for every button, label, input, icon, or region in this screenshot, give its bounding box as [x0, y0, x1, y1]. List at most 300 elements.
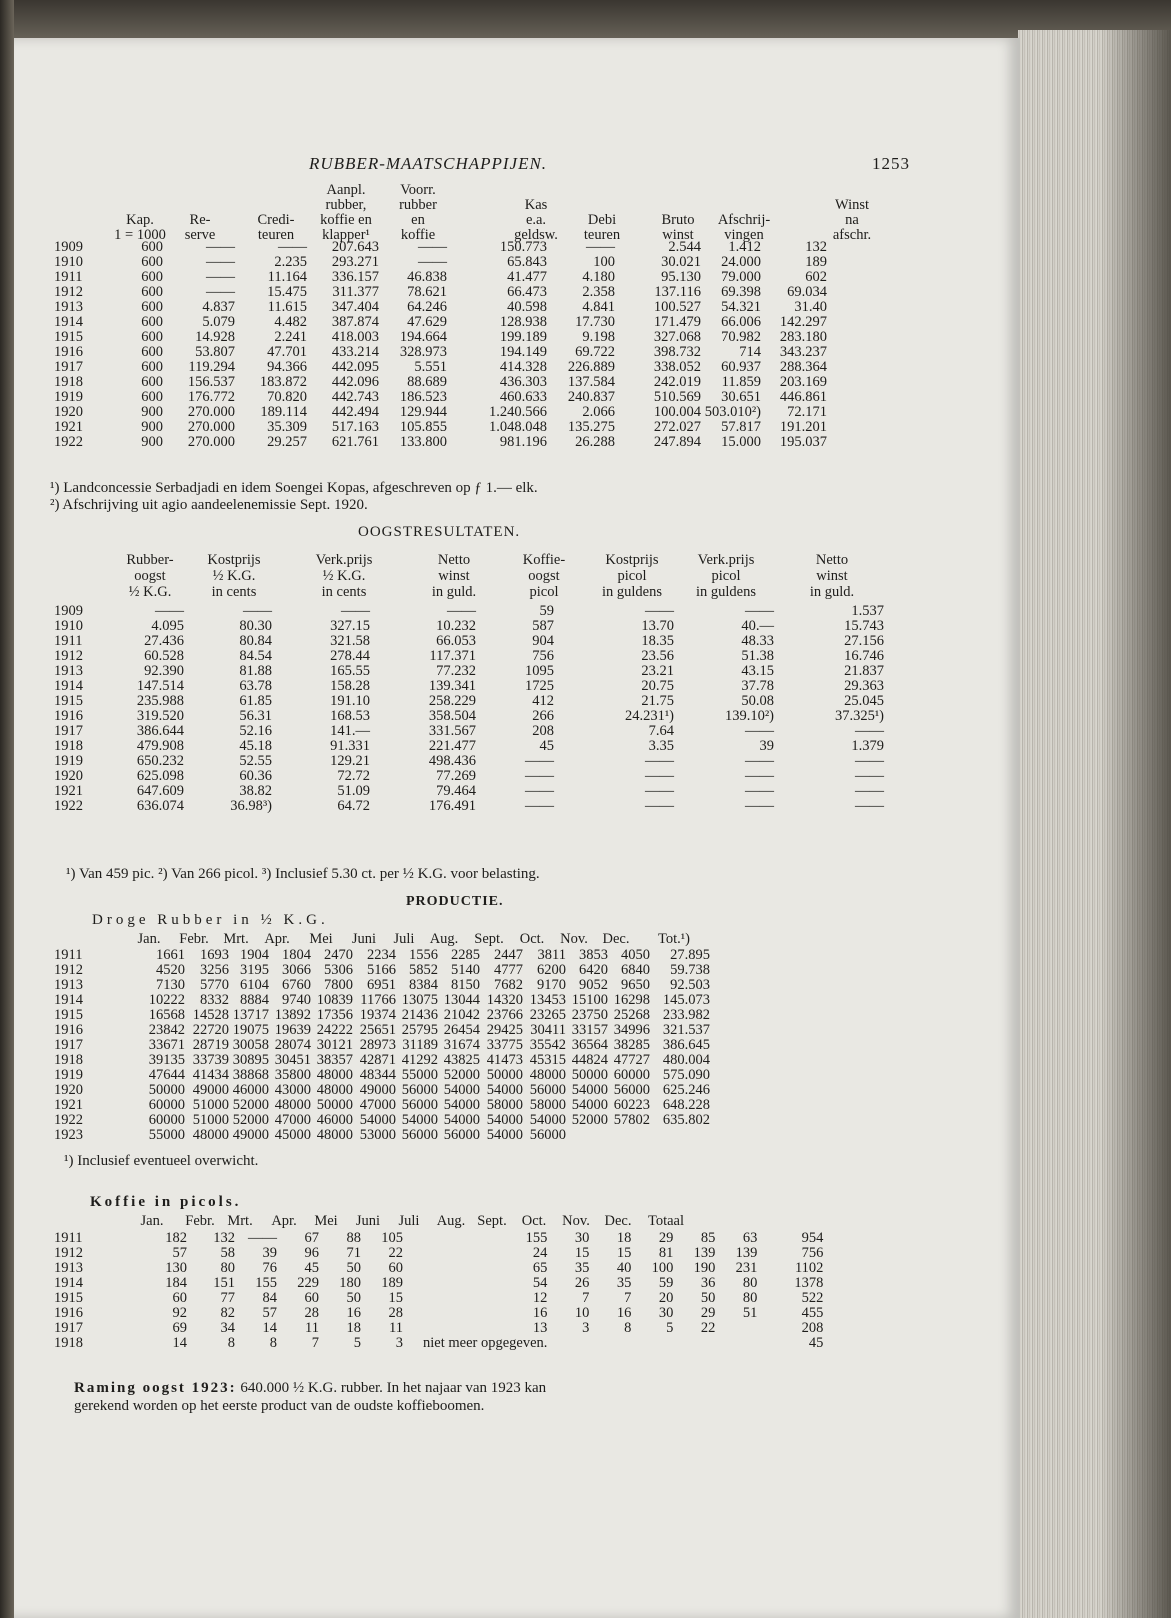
value-cell: 66.053 [436, 633, 476, 649]
value-cell: 47.701 [267, 344, 307, 360]
column-header-line: Totaal [647, 1213, 685, 1229]
value-cell: —— [418, 239, 447, 255]
rubber-row [54, 963, 710, 978]
value-cell: 1.537 [851, 603, 884, 619]
value-cell: 12 [532, 1290, 548, 1306]
value-cell: 203.169 [779, 374, 827, 390]
column-header-line: Debi [587, 212, 617, 228]
column-header-line: Aug. [429, 931, 459, 947]
value-cell: 139 [735, 1245, 758, 1261]
book-binding-top [0, 0, 1171, 42]
value-cell: 60.36 [239, 768, 272, 784]
value-cell: 5166 [367, 962, 396, 978]
column-header-line: Credi- [257, 212, 295, 228]
value-cell: 331.567 [428, 723, 476, 739]
value-cell: 14528 [192, 1007, 229, 1023]
value-cell: —— [645, 753, 674, 769]
value-cell: 15100 [571, 992, 608, 1008]
year-cell: 1915 [54, 329, 83, 345]
value-cell: 15.743 [844, 618, 884, 634]
value-cell: 10 [574, 1305, 590, 1321]
value-cell: 5 [353, 1335, 361, 1351]
column-header-line: in cents [211, 584, 257, 600]
value-cell: 51000 [192, 1097, 229, 1113]
value-cell: 194.149 [499, 344, 547, 360]
value-cell: 30 [574, 1230, 590, 1246]
value-cell: 165.55 [330, 663, 370, 679]
value-cell: —— [855, 753, 884, 769]
value-cell: 25.045 [844, 693, 884, 709]
value-cell: 85 [700, 1230, 716, 1246]
value-cell: 1378 [794, 1275, 824, 1291]
value-cell: 625.246 [662, 1082, 710, 1098]
value-cell: 412 [532, 693, 554, 709]
value-cell: 60000 [148, 1112, 185, 1128]
year-cell: 1921 [54, 783, 83, 799]
rubber-note: ¹) Inclusief eventueel overwicht. [64, 1153, 259, 1169]
value-cell: 7.64 [648, 723, 674, 739]
value-cell: 199.189 [499, 329, 547, 345]
column-header [777, 552, 887, 600]
rubber-row [54, 1008, 710, 1023]
column-header-line: Jan. [137, 931, 161, 947]
column-header-line: teuren [583, 227, 621, 243]
value-cell: —— [745, 723, 774, 739]
value-cell: —— [745, 768, 774, 784]
column-header-line [689, 182, 799, 197]
column-header [611, 1213, 721, 1229]
value-cell: 56000 [401, 1082, 438, 1098]
column-header-line: Mei [314, 1213, 338, 1229]
value-cell: 11 [389, 1320, 403, 1336]
value-cell: 3066 [282, 962, 311, 978]
harvest-row [54, 739, 884, 754]
value-cell: 72.171 [787, 404, 827, 420]
value-cell: 442.095 [331, 359, 379, 375]
coffee-row [54, 1336, 823, 1351]
value-cell: 503.010²) [704, 404, 761, 420]
coffee-row [54, 1231, 823, 1246]
value-cell: 2.241 [274, 329, 307, 345]
value-cell: 479.908 [136, 738, 184, 754]
value-cell: 40.598 [507, 299, 547, 315]
value-cell: 84.54 [239, 648, 272, 664]
value-cell: 336.157 [331, 269, 379, 285]
value-cell: 49000 [192, 1082, 229, 1098]
year-cell: 1916 [54, 1022, 83, 1038]
value-cell: 182 [165, 1230, 187, 1246]
year-cell: 1921 [54, 419, 83, 435]
value-cell: 13717 [232, 1007, 269, 1023]
value-cell: 60 [388, 1260, 403, 1276]
finance-note-1: ¹) Landconcessie Serbadjadi en idem Soengei Kopas, afgeschreven op ƒ 1.— elk. [50, 480, 538, 496]
value-cell: 46000 [232, 1082, 269, 1098]
value-cell: 54000 [571, 1082, 608, 1098]
finance-row [54, 405, 827, 420]
value-cell: 45315 [529, 1052, 566, 1068]
column-header-line: oogst [134, 568, 166, 584]
value-cell: 47000 [359, 1097, 396, 1113]
value-cell: 8884 [240, 992, 269, 1008]
value-cell: 189 [805, 254, 827, 270]
value-cell: 981.196 [499, 434, 547, 450]
harvest-row [54, 604, 884, 619]
column-header-line: Febr. [185, 1213, 215, 1229]
column-header-line: koffie en [320, 212, 372, 228]
value-cell: 35.309 [267, 419, 307, 435]
value-cell: 1556 [409, 947, 438, 963]
value-cell: 387.874 [331, 314, 379, 330]
harvest-row [54, 694, 884, 709]
value-cell: 14.928 [195, 329, 235, 345]
value-cell: 45 [304, 1260, 319, 1276]
value-cell: 60 [172, 1290, 187, 1306]
value-cell: 132 [805, 239, 827, 255]
value-cell: 600 [141, 299, 163, 315]
year-cell: 1915 [54, 1290, 83, 1306]
value-cell: 158.28 [330, 678, 370, 694]
value-cell: 56000 [613, 1082, 650, 1098]
value-cell: 15 [574, 1245, 590, 1261]
value-cell: 100.004 [653, 404, 701, 420]
value-cell: 189.114 [260, 404, 307, 420]
page-number: 1253 [872, 154, 910, 173]
column-header-line: in guld. [431, 584, 477, 600]
value-cell: 16.746 [844, 648, 884, 664]
value-cell: 132 [213, 1230, 235, 1246]
value-cell: 52000 [443, 1067, 480, 1083]
value-cell: 65 [532, 1260, 548, 1276]
value-cell: 2285 [451, 947, 480, 963]
harvest-row [54, 634, 884, 649]
value-cell: 386.645 [662, 1037, 710, 1053]
year-cell: 1917 [54, 1320, 83, 1336]
column-header-line: klapper¹ [322, 227, 370, 243]
column-header-line: en [411, 212, 425, 228]
value-cell: 2447 [494, 947, 523, 963]
value-cell: 57.817 [721, 419, 761, 435]
column-header-line: Juli [393, 931, 415, 947]
value-cell: 258.229 [428, 693, 476, 709]
harvest-table [54, 604, 884, 814]
value-cell: 142.297 [779, 314, 827, 330]
value-cell: 49000 [232, 1127, 269, 1143]
value-cell: 33775 [486, 1037, 523, 1053]
column-header-line: Febr. [179, 931, 209, 947]
value-cell: 338.052 [653, 359, 701, 375]
value-cell: 311.377 [332, 284, 379, 300]
finance-row [54, 240, 827, 255]
value-cell: 80.30 [239, 618, 272, 634]
value-cell: 480.004 [662, 1052, 710, 1068]
value-cell: 27.436 [144, 633, 184, 649]
value-cell: 270.000 [187, 404, 235, 420]
value-cell: 56000 [529, 1082, 566, 1098]
year-cell: 1911 [54, 269, 83, 285]
value-cell: 436.303 [499, 374, 547, 390]
value-cell: 8 [269, 1335, 277, 1351]
rubber-row [54, 993, 710, 1008]
value-cell: 105 [381, 1230, 403, 1246]
value-cell: 756 [532, 648, 554, 664]
rubber-row [54, 1068, 710, 1083]
value-cell: 168.53 [330, 708, 370, 724]
value-cell: 10839 [316, 992, 353, 1008]
rubber-row [54, 1113, 710, 1128]
value-cell [650, 1128, 710, 1143]
year-cell: 1920 [54, 404, 83, 420]
value-cell: 53.807 [195, 344, 235, 360]
year-cell: 1916 [54, 708, 83, 724]
harvest-note: ¹) Van 459 pic. ²) Van 266 picol. ³) Inclusief 5.30 ct. per ½ K.G. voor belasting. [66, 866, 540, 882]
value-cell: 24.000 [721, 254, 761, 270]
value-cell: 17.730 [575, 314, 615, 330]
value-cell: 191.10 [330, 693, 370, 709]
value-cell: 50 [700, 1290, 716, 1306]
value-cell: 77.232 [436, 663, 476, 679]
value-cell: 48344 [359, 1067, 396, 1083]
value-cell [566, 1128, 608, 1143]
value-cell: 11 [305, 1320, 319, 1336]
year-cell: 1909 [54, 239, 83, 255]
year-cell: 1913 [54, 299, 83, 315]
value-cell: 57 [172, 1245, 187, 1261]
year-cell: 1910 [54, 618, 83, 634]
value-cell: 600 [141, 329, 163, 345]
value-cell: 139.341 [428, 678, 476, 694]
year-cell: 1919 [54, 753, 83, 769]
value-cell: 66.006 [721, 314, 761, 330]
value-cell: 30451 [274, 1052, 311, 1068]
value-cell: 29.257 [267, 434, 307, 450]
value-cell: 21042 [443, 1007, 480, 1023]
value-cell: 30.651 [721, 389, 761, 405]
value-cell: 25651 [359, 1022, 396, 1038]
rubber-production-table [54, 948, 710, 1143]
harvest-row [54, 619, 884, 634]
value-cell: 36.98³) [230, 798, 272, 814]
value-cell: 4.095 [151, 618, 184, 634]
value-cell: 26 [574, 1275, 590, 1291]
value-cell: 1102 [794, 1260, 824, 1276]
harvest-row [54, 679, 884, 694]
value-cell: —— [645, 798, 674, 814]
value-cell: 33739 [192, 1052, 229, 1068]
value-cell: —— [525, 798, 554, 814]
value-cell: 54000 [486, 1112, 523, 1128]
value-cell: 39 [262, 1245, 277, 1261]
column-header-line [797, 182, 907, 197]
column-header-line: Sept. [474, 931, 504, 947]
harvest-row [54, 649, 884, 664]
value-cell: 60.937 [721, 359, 761, 375]
coffee-row [54, 1246, 823, 1261]
year-cell: 1912 [54, 962, 83, 978]
value-cell: 7800 [324, 977, 353, 993]
value-cell: 1693 [200, 947, 229, 963]
value-cell: 139 [693, 1245, 716, 1261]
value-cell: 4520 [156, 962, 185, 978]
value-cell: 26454 [443, 1022, 480, 1038]
value-cell: 207.643 [331, 239, 379, 255]
value-cell: 117.371 [429, 648, 476, 664]
value-cell: 327.15 [330, 618, 370, 634]
value-cell: 900 [141, 404, 163, 420]
value-cell: 11.859 [721, 374, 761, 390]
value-cell: 2.544 [668, 239, 701, 255]
value-cell [715, 1321, 757, 1336]
value-cell: 231 [735, 1260, 758, 1276]
value-cell: 47000 [274, 1112, 311, 1128]
value-cell: 293.271 [331, 254, 379, 270]
value-cell: 54.321 [721, 299, 761, 315]
value-cell: —— [745, 783, 774, 799]
value-cell: 460.633 [499, 389, 547, 405]
column-header-line: Koffie- [522, 552, 566, 568]
rubber-row [54, 1083, 710, 1098]
value-cell: 46.838 [407, 269, 447, 285]
value-cell: 418.003 [331, 329, 379, 345]
value-cell: 9740 [282, 992, 311, 1008]
value-cell: 5852 [409, 962, 438, 978]
value-cell: 84 [262, 1290, 277, 1306]
value-cell: 145.073 [662, 992, 710, 1008]
value-cell: 270.000 [187, 419, 235, 435]
value-cell: 51.09 [337, 783, 370, 799]
value-cell: 288.364 [779, 359, 827, 375]
value-cell: 600 [141, 284, 163, 300]
value-cell: 54000 [529, 1112, 566, 1128]
value-cell: 3.35 [648, 738, 674, 754]
value-cell: 16298 [613, 992, 650, 1008]
value-cell: 82 [220, 1305, 235, 1321]
value-cell: —— [155, 603, 184, 619]
value-cell [715, 1336, 757, 1351]
value-cell: 21436 [401, 1007, 438, 1023]
year-cell: 1921 [54, 1097, 83, 1113]
year-cell: 1919 [54, 1067, 83, 1083]
value-cell: 54000 [571, 1097, 608, 1113]
value-cell: 13.70 [641, 618, 674, 634]
value-cell: 151 [213, 1275, 235, 1291]
value-cell: 24.231¹) [624, 708, 674, 724]
value-cell: —— [206, 239, 235, 255]
value-cell: 900 [141, 419, 163, 435]
value-cell: 321.537 [662, 1022, 710, 1038]
value-cell: 72.72 [337, 768, 370, 784]
column-header-line: Dec. [602, 931, 630, 947]
value-cell: 4777 [494, 962, 523, 978]
finance-row [54, 345, 827, 360]
column-header [289, 552, 399, 600]
year-cell: 1915 [54, 1007, 83, 1023]
value-cell: 137.116 [654, 284, 701, 300]
value-cell: 191.201 [779, 419, 827, 435]
value-cell: 7130 [156, 977, 185, 993]
value-cell: 119.294 [188, 359, 235, 375]
value-cell: 5.079 [202, 314, 235, 330]
value-cell: 67 [304, 1230, 319, 1246]
value-cell: 39135 [148, 1052, 185, 1068]
year-cell: 1923 [54, 1127, 83, 1143]
value-cell: 45.18 [239, 738, 272, 754]
value-cell: 20 [658, 1290, 674, 1306]
value-cell: —— [341, 603, 370, 619]
value-cell: 189 [381, 1275, 403, 1291]
value-cell: 8 [624, 1320, 632, 1336]
value-cell: 600 [141, 359, 163, 375]
value-cell: 4.837 [202, 299, 235, 315]
value-cell: 76 [262, 1260, 277, 1276]
year-cell: 1916 [54, 344, 83, 360]
value-cell: 358.504 [428, 708, 476, 724]
value-cell: 8384 [409, 977, 438, 993]
value-cell: 64.246 [407, 299, 447, 315]
column-header-line: in guldens [601, 584, 662, 600]
harvest-row [54, 769, 884, 784]
value-cell: 135.275 [567, 419, 615, 435]
year-cell: 1918 [54, 374, 83, 390]
value-cell: 70.982 [721, 329, 761, 345]
column-header-line: Verk.prijs [697, 552, 755, 568]
value-cell: 714 [739, 344, 761, 360]
column-header-line: ½ K.G. [128, 584, 172, 600]
column-header [619, 931, 729, 947]
value-cell: 13892 [274, 1007, 311, 1023]
value-cell: 171.479 [653, 314, 701, 330]
value-cell: 129.944 [399, 404, 447, 420]
value-cell: 347.404 [331, 299, 379, 315]
value-cell: 40 [616, 1260, 632, 1276]
value-cell: 69 [172, 1320, 187, 1336]
value-cell: 29425 [486, 1022, 523, 1038]
column-header-line: winst [662, 227, 694, 243]
estimate-line-2: gerekend worden op het eerste product van de oudste koffieboomen. [74, 1398, 485, 1414]
value-cell: 900 [141, 434, 163, 450]
value-cell: 2.358 [582, 284, 615, 300]
value-cell: 27.895 [670, 947, 710, 963]
value-cell: 80 [220, 1260, 235, 1276]
column-header-line: in cents [321, 584, 367, 600]
finance-row [54, 300, 827, 315]
value-cell: 7 [582, 1290, 590, 1306]
value-cell: 42871 [359, 1052, 396, 1068]
value-cell: 1904 [240, 947, 269, 963]
value-cell: —— [525, 753, 554, 769]
value-cell: 194.664 [399, 329, 447, 345]
value-cell: 21.75 [641, 693, 674, 709]
value-cell: 26.288 [575, 434, 615, 450]
value-cell: 7 [311, 1335, 319, 1351]
column-header-line: Aanpl. [326, 182, 366, 198]
value-cell: 4.482 [274, 314, 307, 330]
value-cell: 272.027 [653, 419, 701, 435]
year-cell: 1915 [54, 693, 83, 709]
value-cell: 105.855 [399, 419, 447, 435]
column-header-line: e.a. [525, 212, 547, 228]
value-cell: 57 [262, 1305, 277, 1321]
rubber-section-label: Droge Rubber in ½ K.G. [92, 912, 329, 928]
value-cell: 91.331 [330, 738, 370, 754]
value-cell: 53000 [359, 1127, 396, 1143]
harvest-row [54, 709, 884, 724]
finance-row [54, 315, 827, 330]
value-cell: 414.328 [499, 359, 547, 375]
value-cell: 66.473 [507, 284, 547, 300]
column-header [689, 182, 799, 242]
value-cell: 41473 [486, 1052, 523, 1068]
value-cell: 1.240.566 [489, 404, 547, 420]
